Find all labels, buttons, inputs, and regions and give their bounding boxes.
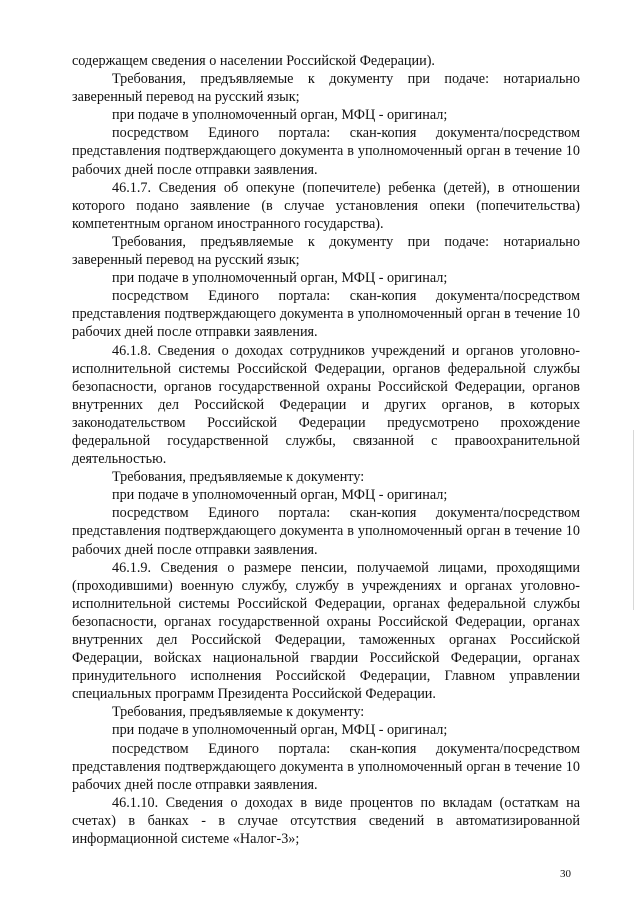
paragraph: Требования, предъявляемые к документу при подаче: нотариально заверенный перевод на русский язык; [72,71,580,106]
paragraph: 46.1.7. Сведения об опекуне (попечителе) ребенка (детей), в отношении которого подано заявление (в случае установления опеки (попечительства) компетентным органом иностранного государства). [72,179,580,232]
paragraph: при подаче в уполномоченный орган, МФЦ - оригинал; [112,487,448,504]
paragraph: Требования, предъявляемые к документу при подаче: нотариально заверенный перевод на русский язык; [72,233,580,269]
paragraph: Требования, предъявляемые к документу: [112,469,365,486]
page-number: 30 [560,868,571,880]
paragraph: содержащем сведения о населении Российской Федерации). [72,53,435,69]
scan-edge-line [633,430,634,610]
paragraph: 46.1.9. Сведения о размере пенсии, получаемой лицами, проходящими (проходившими) военную службу, службу в учреждениях и органах уголовно-исполнительной системы Российской Федерации, органах федеральной службы безопасности, органах государственной охраны Российской Федерации, органах внутренних дел Российской Федерации, таможенных органах Российской Федерации, войсках национальной гвардии Российской Федерации, органах принудительного исполнения Российской Федерации, Главном управлении специальных программ Президента Российской Федерации. [72,559,580,703]
paragraph: посредством Единого портала: скан-копия документа/посредством представления подтверждающего документа в уполномоченный орган в течение 10 рабочих дней после отправки заявления. [72,740,580,793]
paragraph: посредством Единого портала: скан-копия документа/посредством представления подтверждающего документа в уполномоченный орган в течение 10 рабочих дней после отправки заявления. [72,288,580,341]
paragraph: при подаче в уполномоченный орган, МФЦ - оригинал; [112,107,448,124]
paragraph: 46.1.8. Сведения о доходах сотрудников учреждений и органов уголовно-исполнительной системы Российской Федерации, органов федеральной службы безопасности, органов государственной охраны Российской Федерации, органов внутренних дел Российской Федерации и других органов, в которых законодательством Российской Федерации предусмотрено прохождение федеральной государственной службы, связанной с правоохранительной деятельностью. [72,342,580,468]
paragraph: при подаче в уполномоченный орган, МФЦ - оригинал; [112,270,448,287]
paragraph: посредством Единого портала: скан-копия документа/посредством представления подтверждающего документа в уполномоченный орган в течение 10 рабочих дней после отправки заявления. [72,125,580,178]
paragraph: 46.1.10. Сведения о доходах в виде процентов по вкладам (остаткам на счетах) в банках - в случае отсутствия сведений в автоматизированной информационной системе «Налог-3»; [72,794,580,848]
document-body [72,52,580,848]
paragraph: при подаче в уполномоченный орган, МФЦ - оригинал; [112,722,448,739]
paragraph: Требования, предъявляемые к документу: [112,704,365,721]
paragraph: посредством Единого портала: скан-копия документа/посредством представления подтверждающего документа в уполномоченный орган в течение 10 рабочих дней после отправки заявления. [72,505,580,558]
